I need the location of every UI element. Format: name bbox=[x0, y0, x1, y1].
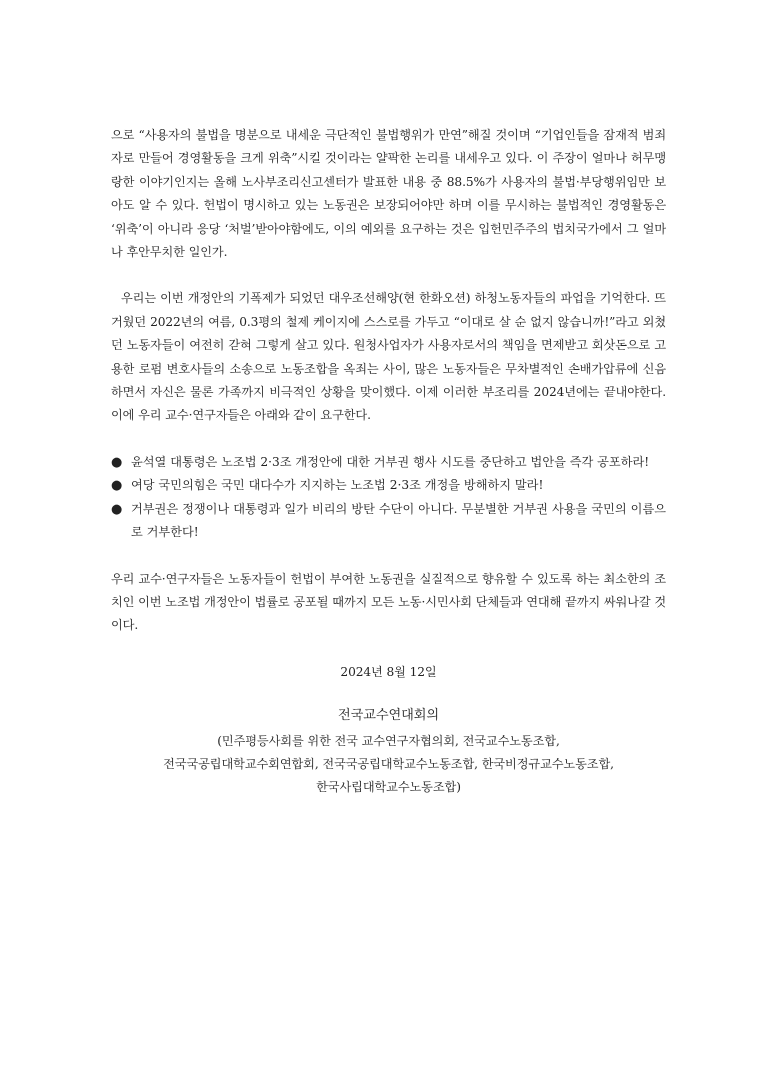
closing-paragraph: 우리 교수·연구자들은 노동자들이 헌법이 부여한 노동권을 실질적으로 향유할 수 있도록 하는 최소한의 조치인 이번 노조법 개정안이 법률로 공포될 때까지 모든 노동·시민사회 단체들과 연대해 끝까지 싸워나갈 것이다. bbox=[111, 571, 666, 633]
demand-item bbox=[111, 451, 666, 474]
bullet-icon: ● bbox=[111, 501, 123, 517]
member-line: (민주평등사회를 위한 전국 교수연구자협의회, 전국교수노동조합, bbox=[217, 733, 560, 748]
statement-body bbox=[111, 124, 666, 800]
member-line: 한국사립대학교수노동조합) bbox=[316, 780, 461, 795]
demand-item bbox=[111, 498, 666, 545]
demand-text: 거부권은 정쟁이나 대통령과 일가 비리의 방탄 수단이 아니다. 무분별한 거부권 사용을 국민의 이름으로 거부한다! bbox=[131, 501, 666, 540]
demands-list bbox=[111, 451, 666, 545]
paragraph-1: 으로 “사용자의 불법을 명분으로 내세운 극단적인 불법행위가 만연”해질 것이며 “기업인들을 잠재적 범죄자로 만들어 경영활동을 크게 위축”시킬 것이라는 얄팍한 논리를 내세우고 있다. 이 주장이 얼마나 허무맹랑한 이야기인지는 올해 노사부조리신고센터가 발표한 내용 중 88.5%가 사용자의 불법·부당행위임만 보아도 알 수 있다. 헌법이 명시하고 있는 노동권은 보장되어야만 하며 이를 무시하는 불법적인 경영활동은 ‘위축’이 아니라 응당 ‘처벌’받아야함에도, 이의 예외를 요구하는 것은 입헌민주주의 법치국가에서 그 얼마나 후안무치한 일인가. bbox=[111, 128, 666, 260]
bullet-icon: ● bbox=[111, 454, 123, 470]
demand-text: 윤석열 대통령은 노조법 2·3조 개정안에 대한 거부권 행사 시도를 중단하고 법안을 즉각 공포하라! bbox=[131, 454, 650, 469]
bullet-icon: ● bbox=[111, 478, 123, 494]
member-line: 전국국공립대학교수회연합회, 전국국공립대학교수노동조합, 한국비정규교수노동조합, bbox=[163, 756, 614, 771]
paragraph-2: 우리는 이번 개정안의 기폭제가 되었던 대우조선해양(현 한화오션) 하청노동자들의 파업을 기억한다. 뜨거웠던 2022년의 여름, 0.3평의 철제 케이지에 스스로를 가두고 “이대로 살 순 없지 않습니까!”라고 외쳤던 노동자들이 여전히 갇혀 그렇게 살고 있다. 원청사업자가 사용자로서의 책임을 면제받고 회삿돈으로 고용한 로펌 변호사들의 소송으로 노동조합을 옥죄는 사이, 많은 노동자들은 무차별적인 손배가압류에 신음하면서 자신은 물론 가족까지 비극적인 상황을 맞이했다. 이제 이러한 부조리를 2024년에는 끝내야한다. 이에 우리 교수·연구자들은 아래와 같이 요구한다. bbox=[111, 291, 666, 423]
signatory-org: 전국교수연대회의 bbox=[337, 708, 440, 724]
statement-date: 2024년 8월 12일 bbox=[340, 664, 437, 679]
demand-text: 여당 국민의힘은 국민 대다수가 지지하는 노조법 2·3조 개정을 방해하지 말라! bbox=[131, 478, 544, 493]
demand-item bbox=[111, 474, 666, 497]
